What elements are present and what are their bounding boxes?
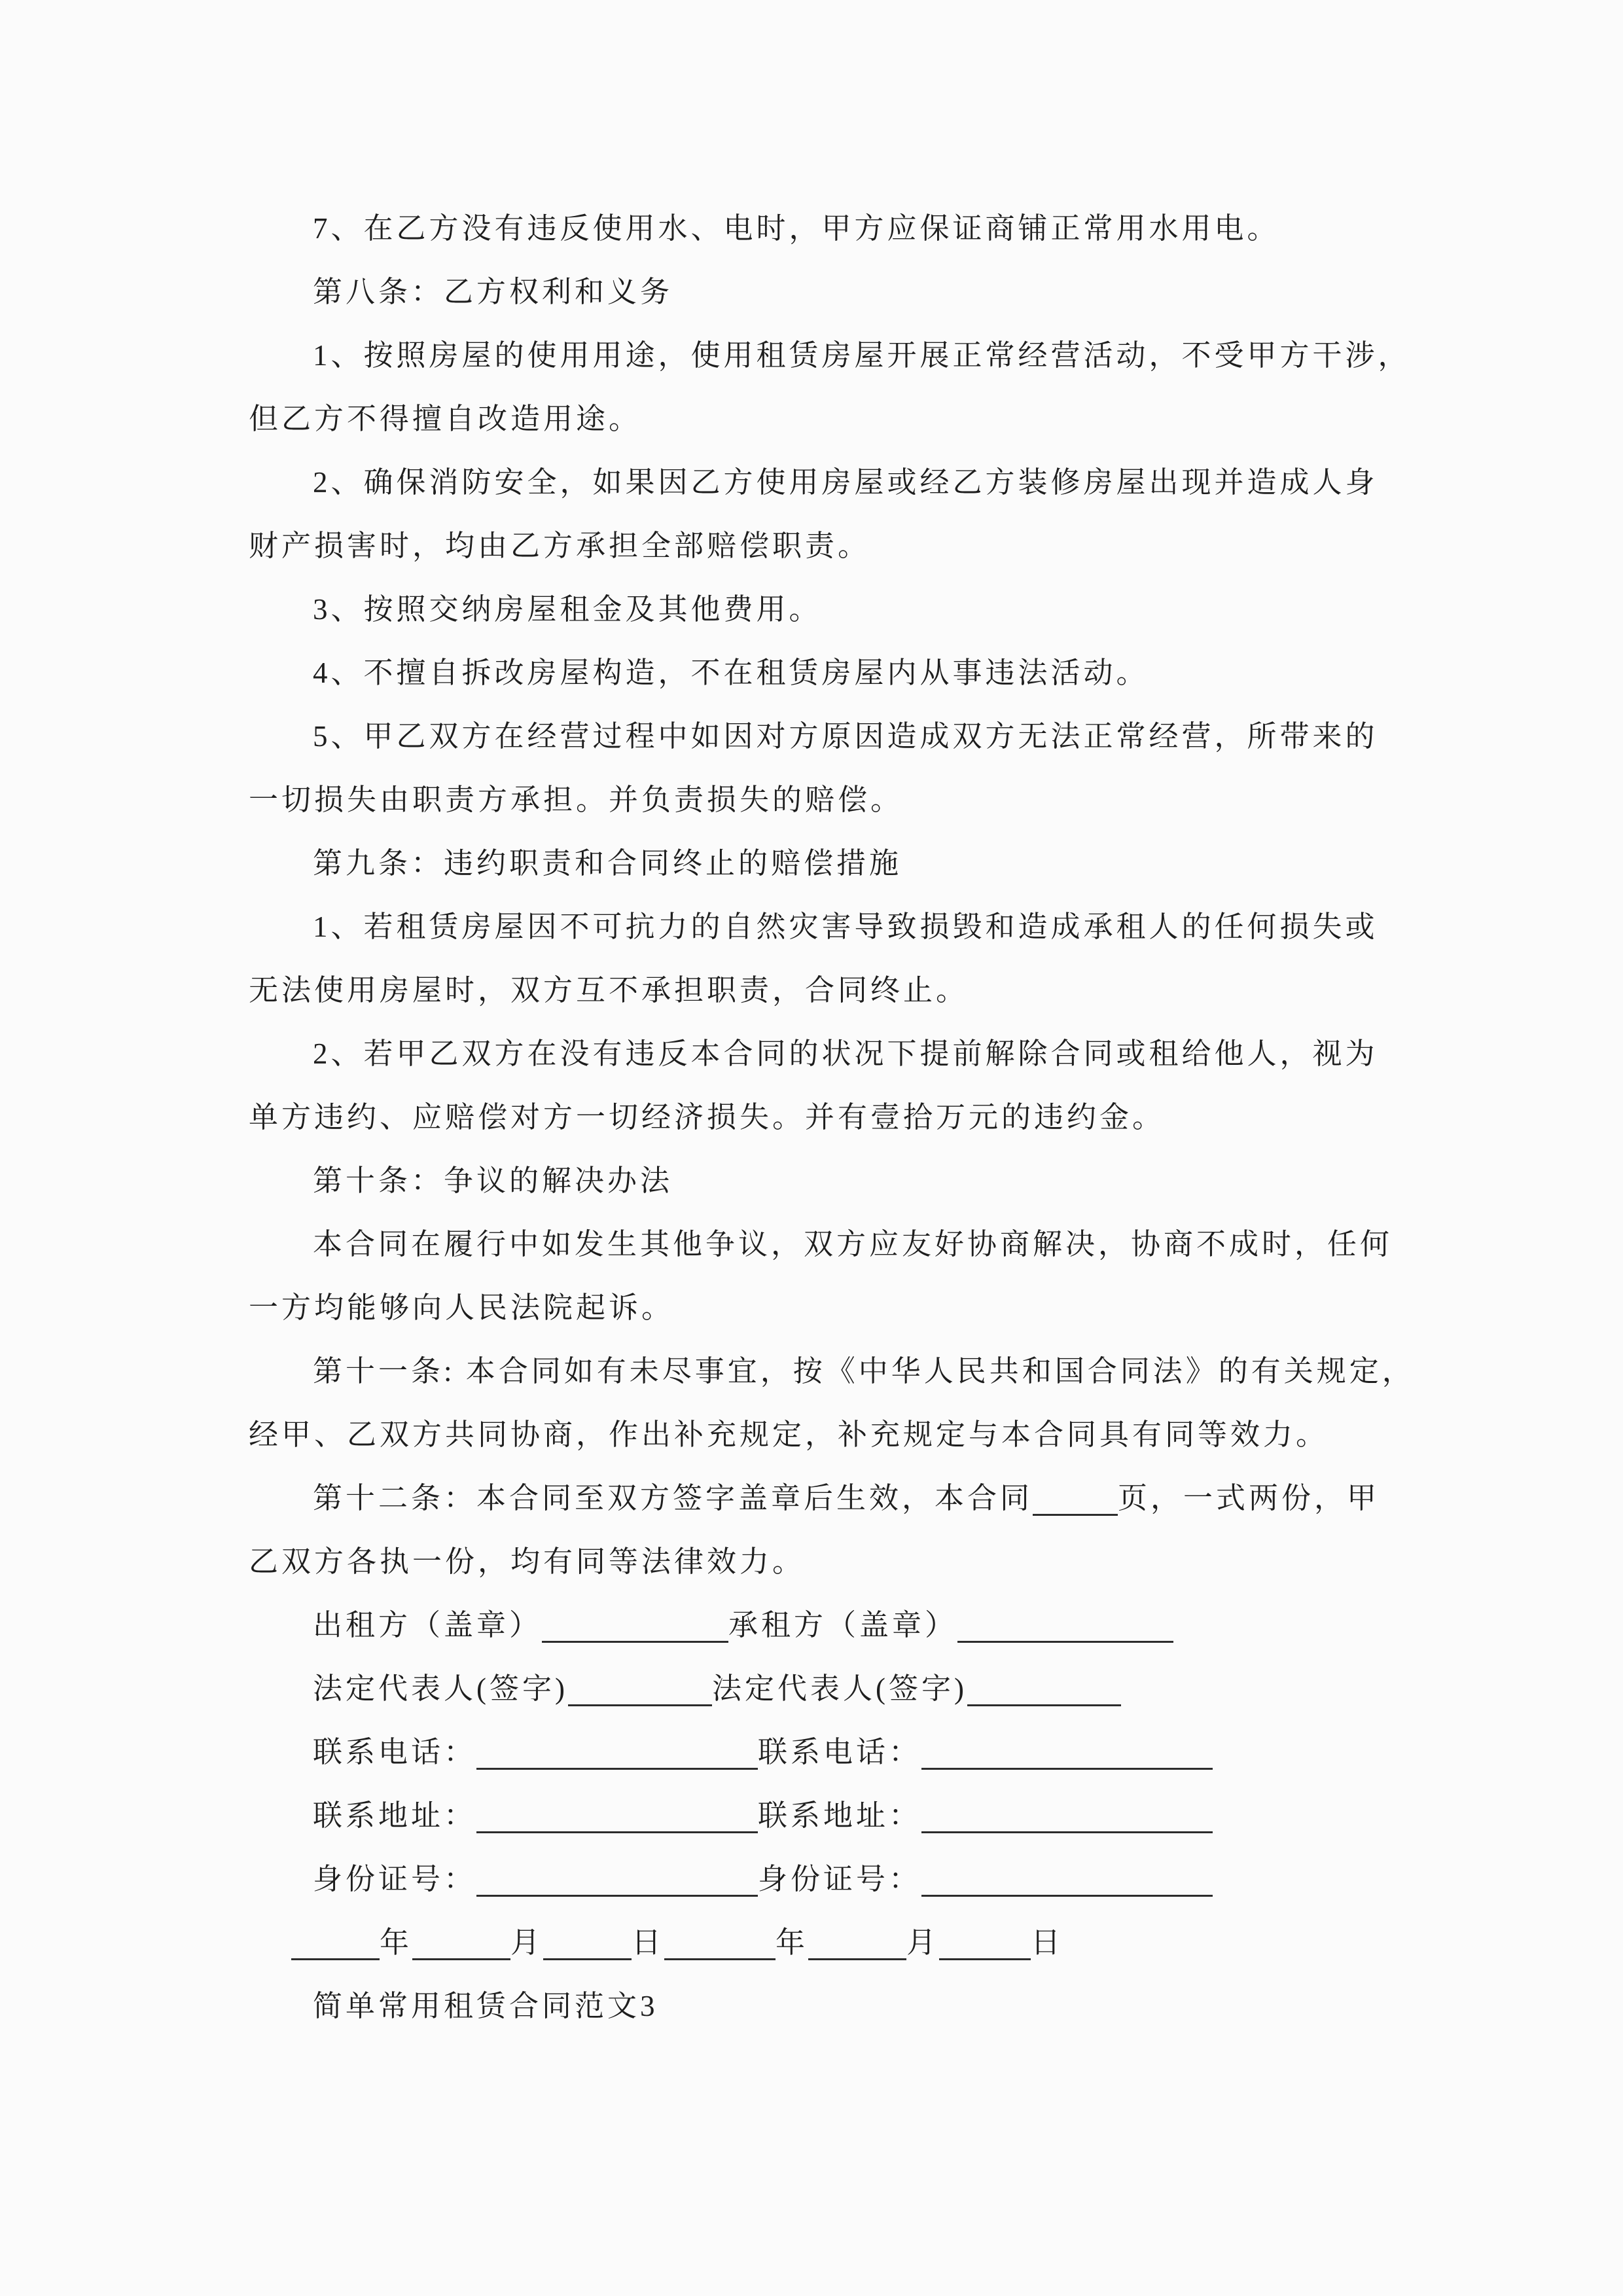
clause8-item2-b: 财产损害时，均由乙方承担全部赔偿职责。: [249, 529, 871, 562]
fill-in-blank: [1033, 1514, 1118, 1516]
field-label: 出租方（盖章）: [313, 1609, 543, 1641]
field-label: 月: [906, 1926, 940, 1959]
fill-in-blank: [543, 1958, 632, 1960]
clause8-heading: 第八条：乙方权利和义务: [313, 276, 673, 308]
address-row: [249, 1784, 1440, 1848]
fill-in-blank: [921, 1831, 1213, 1833]
id-number-row: [249, 1848, 1440, 1911]
contract-body: [249, 197, 1440, 2038]
clause8-item4: 4、不擅自拆改房屋构造，不在租赁房屋内从事违法活动。: [313, 656, 1149, 689]
clause8-item5-b: 一切损失由职责方承担。并负责损失的赔偿。: [249, 783, 904, 816]
clause10-heading: 第十条：争议的解决办法: [313, 1164, 673, 1197]
field-label: 法定代表人(签字): [313, 1672, 568, 1705]
field-label: 承租方（盖章）: [728, 1609, 958, 1641]
clause9-item1-b: 无法使用房屋时，双方互不承担职责，合同终止。: [249, 974, 969, 1007]
field-label: 页，一式两份，甲: [1118, 1482, 1380, 1515]
fill-in-blank: [967, 1704, 1121, 1706]
clause12-a: [249, 1467, 1440, 1530]
field-label: 年: [776, 1926, 809, 1959]
fill-in-blank: [542, 1641, 728, 1643]
signature-rep-row: [249, 1657, 1440, 1721]
clause12-b: 乙双方各执一份，均有同等法律效力。: [249, 1545, 806, 1578]
fill-in-blank: [476, 1895, 758, 1897]
clause9-item2-b: 单方违约、应赔偿对方一切经济损失。并有壹拾万元的违约金。: [249, 1101, 1166, 1134]
field-label: 日: [1031, 1926, 1064, 1959]
clause8-item3: 3、按照交纳房屋租金及其他费用。: [313, 593, 822, 626]
fill-in-blank: [921, 1895, 1213, 1897]
field-label: 联系地址：: [313, 1799, 477, 1832]
clause9-item2-a: 2、若甲乙双方在没有违反本合同的状况下提前解除合同或租给他人，视为: [313, 1037, 1378, 1070]
clause8-item2-a: 2、确保消防安全，如果因乙方使用房屋或经乙方装修房屋出现并造成人身: [313, 466, 1378, 499]
clause9-item1-a: 1、若租赁房屋因不可抗力的自然灾害导致损毁和造成承租人的任何损失或: [313, 910, 1378, 943]
fill-in-blank: [921, 1768, 1213, 1770]
clause7-item7: 7、在乙方没有违反使用水、电时，甲方应保证商铺正常用水用电。: [313, 212, 1280, 245]
fill-in-blank: [568, 1704, 712, 1706]
field-label: 日: [632, 1926, 665, 1959]
clause11-b: 经甲、乙双方共同协商，作出补充规定，补充规定与本合同具有同等效力。: [249, 1418, 1329, 1451]
clause10-body-a: 本合同在履行中如发生其他争议，双方应友好协商解决，协商不成时，任何: [313, 1228, 1393, 1261]
clause11-a: 第十一条: 本合同如有未尽事宜，按《中华人民共和国合同法》的有关规定，: [313, 1355, 1415, 1388]
fill-in-blank: [957, 1641, 1173, 1643]
fill-in-blank: [664, 1958, 776, 1960]
fill-in-blank: [939, 1958, 1031, 1960]
clause9-heading: 第九条：违约职责和合同终止的赔偿措施: [313, 847, 902, 880]
field-label: 年: [380, 1926, 413, 1959]
field-label: 联系电话：: [313, 1736, 477, 1768]
fill-in-blank: [808, 1958, 906, 1960]
fill-in-blank: [412, 1958, 510, 1960]
fill-in-blank: [291, 1958, 380, 1960]
clause8-item1-b: 但乙方不得擅自改造用途。: [249, 403, 642, 435]
field-label: 第十二条：本合同至双方签字盖章后生效，本合同: [313, 1482, 1033, 1515]
date-row: [249, 1911, 1440, 1975]
field-label: 法定代表人(签字): [711, 1672, 967, 1705]
field-label: 身份证号：: [313, 1863, 477, 1895]
field-label: 联系电话：: [758, 1736, 922, 1768]
field-label: 身份证号：: [758, 1863, 922, 1895]
fill-in-blank: [476, 1831, 758, 1833]
field-label: 联系地址：: [758, 1799, 922, 1832]
clause8-item5-a: 5、甲乙双方在经营过程中如因对方原因造成双方无法正常经营，所带来的: [313, 720, 1378, 753]
phone-row: [249, 1721, 1440, 1784]
signature-seal-row: [249, 1594, 1440, 1657]
next-template-heading: 简单常用租赁合同范文3: [313, 1990, 658, 2022]
clause8-item1-a: 1、按照房屋的使用用途，使用租赁房屋开展正常经营活动，不受甲方干涉，: [313, 339, 1411, 372]
field-label: 月: [510, 1926, 544, 1959]
clause10-body-b: 一方均能够向人民法院起诉。: [249, 1291, 675, 1324]
fill-in-blank: [476, 1768, 758, 1770]
